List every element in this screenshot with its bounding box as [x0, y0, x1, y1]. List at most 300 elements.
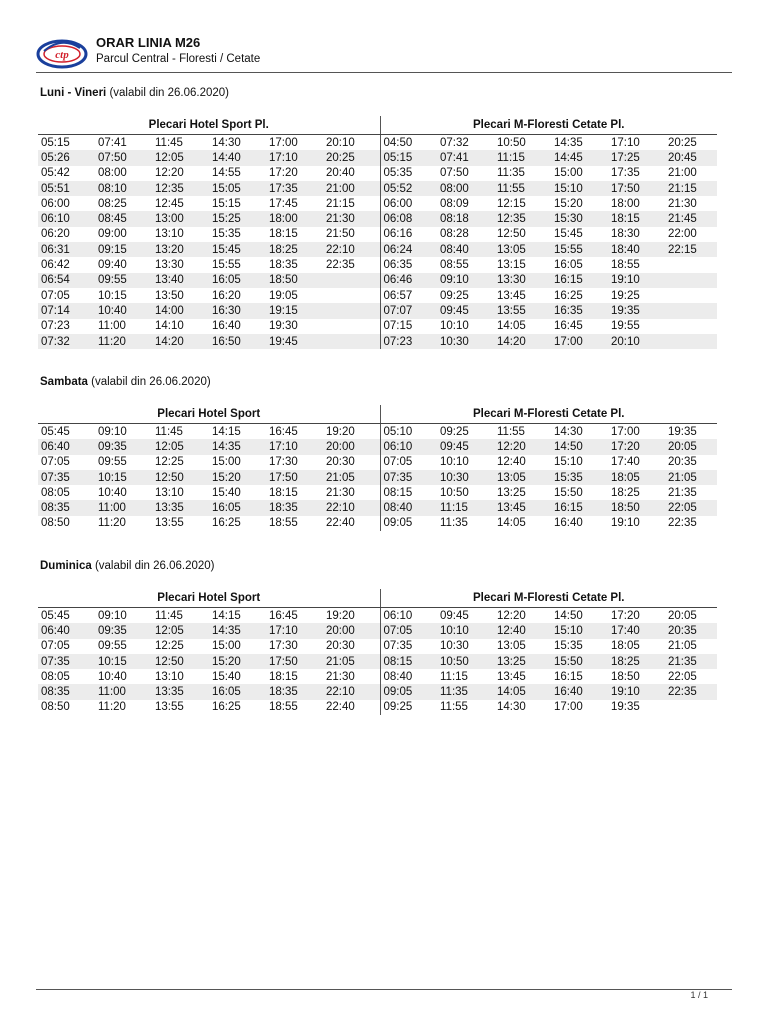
departure-time-right: 13:45: [494, 500, 551, 515]
departure-time-left: 07:05: [41, 456, 70, 469]
departure-time-right: 08:40: [437, 242, 494, 257]
departure-time-left: 12:25: [155, 456, 184, 469]
departure-time-left: 16:05: [209, 273, 266, 288]
departure-time-left: 21:05: [323, 470, 380, 485]
departure-time-left: 17:30: [269, 456, 298, 469]
departure-time-left: 20:30: [326, 640, 355, 653]
departure-time-left: 20:10: [326, 136, 355, 149]
departure-time-right: 14:50: [551, 439, 608, 454]
departure-time-left: 15:55: [212, 259, 241, 272]
departure-time-right: 16:15: [551, 273, 608, 288]
departure-time-right: 18:55: [611, 259, 640, 272]
departure-time-left: 21:50: [326, 228, 355, 241]
table-row: [38, 669, 717, 684]
departure-time-right: [665, 700, 717, 715]
departure-time-left: 11:20: [98, 701, 126, 714]
table-row: [38, 181, 717, 196]
departure-time-left: 17:20: [269, 167, 298, 180]
table-row: [38, 196, 717, 211]
departure-time-left: 16:25: [212, 701, 241, 714]
departure-time-right: [665, 257, 717, 272]
departure-time-right: 06:46: [380, 273, 437, 288]
departure-time-left: 12:20: [155, 167, 184, 180]
departure-time-left: 15:25: [209, 211, 266, 226]
departure-time-right: 20:45: [665, 150, 717, 165]
departure-time-right: 09:10: [437, 273, 494, 288]
departure-time-left: 18:35: [269, 259, 298, 272]
departure-time-left: 06:40: [38, 439, 95, 454]
departure-time-right: 22:35: [665, 684, 717, 699]
departure-time-right: 07:07: [380, 303, 437, 318]
departure-time-left: 13:35: [152, 500, 209, 515]
table-row: [38, 470, 717, 485]
departure-time-left: 06:20: [41, 228, 70, 241]
departure-time-right: 09:45: [437, 303, 494, 318]
page-subtitle: Parcul Central - Floresti / Cetate: [96, 53, 261, 65]
departure-time-right: 20:05: [668, 609, 697, 622]
departure-time-right: 18:50: [611, 670, 640, 683]
departure-time-left: 09:10: [98, 425, 127, 438]
departure-time-left: 12:45: [155, 197, 184, 210]
departure-time-right: 13:25: [497, 486, 526, 499]
departure-time-right: 19:35: [611, 701, 640, 714]
departure-time-right: 07:35: [380, 470, 437, 485]
departure-time-right: 18:05: [608, 470, 665, 485]
departure-time-right: 17:35: [611, 167, 640, 180]
departure-time-right: 12:40: [494, 623, 551, 638]
departure-time-right: 17:40: [608, 623, 665, 638]
departure-time-right: 07:35: [380, 639, 437, 654]
departure-time-left: 09:35: [95, 623, 152, 638]
departure-time-left: [323, 288, 380, 303]
departure-time-left: 07:05: [41, 289, 70, 302]
departure-time-right: 06:08: [380, 211, 437, 226]
departure-time-right: 11:15: [440, 670, 468, 683]
departure-time-left: 13:40: [152, 273, 209, 288]
departure-time-left: 20:30: [326, 456, 355, 469]
departure-time-right: 13:45: [497, 670, 526, 683]
departure-time-right: 08:40: [380, 669, 437, 684]
departure-time-right: 21:35: [668, 486, 697, 499]
departure-time-left: 06:10: [38, 211, 95, 226]
departure-time-right: 19:25: [611, 289, 640, 302]
departure-time-right: 21:00: [668, 167, 697, 180]
column-header-right: Plecari M-Floresti Cetate Pl.: [380, 589, 717, 608]
table-row: [38, 516, 717, 531]
column-header-right: Plecari M-Floresti Cetate Pl.: [380, 116, 717, 135]
departure-time-left: 08:35: [38, 684, 95, 699]
departure-time-right: 15:10: [551, 181, 608, 196]
departure-time-right: 12:20: [497, 609, 526, 622]
departure-time-left: 13:00: [152, 211, 209, 226]
departure-time-right: 12:40: [497, 456, 526, 469]
ctp-logo-icon: [36, 34, 88, 74]
departure-time-right: 16:15: [554, 670, 583, 683]
departure-time-right: [665, 273, 717, 288]
departure-time-left: 17:00: [269, 136, 298, 149]
departure-time-right: 19:10: [608, 684, 665, 699]
departure-time-left: 11:00: [95, 500, 152, 515]
departure-time-left: 16:45: [269, 609, 298, 622]
departure-time-left: 10:15: [98, 289, 127, 302]
table-row: [38, 639, 717, 654]
departure-time-left: 14:35: [209, 439, 266, 454]
table-row: [38, 608, 717, 624]
column-header-left: Plecari Hotel Sport: [38, 405, 380, 424]
departure-time-right: 18:30: [611, 228, 640, 241]
departure-time-right: 08:09: [440, 197, 469, 210]
departure-time-left: 15:20: [209, 470, 266, 485]
departure-time-left: 06:00: [41, 197, 70, 210]
departure-time-left: 12:35: [152, 181, 209, 196]
page-header: [36, 26, 732, 72]
departure-time-left: 10:40: [95, 303, 152, 318]
departure-time-left: 10:40: [98, 670, 127, 683]
departure-time-left: 14:10: [155, 320, 184, 333]
departure-time-right: 12:35: [494, 211, 551, 226]
departure-time-left: 12:50: [152, 654, 209, 669]
departure-time-left: 13:20: [152, 242, 209, 257]
departure-time-right: 07:41: [437, 150, 494, 165]
departure-time-left: 06:40: [38, 623, 95, 638]
departure-time-right: 10:30: [437, 470, 494, 485]
departure-time-right: 15:55: [551, 242, 608, 257]
departure-time-right: 13:45: [497, 289, 526, 302]
section-title-sunday: Duminica (valabil din 26.06.2020): [40, 560, 215, 572]
departure-time-left: 18:15: [269, 486, 298, 499]
page-title: ORAR LINIA M26: [96, 35, 201, 50]
departure-time-left: 18:00: [266, 211, 323, 226]
departure-time-right: 09:45: [437, 439, 494, 454]
departure-time-left: 14:55: [212, 167, 241, 180]
departure-time-left: 21:30: [323, 211, 380, 226]
departure-time-right: 19:55: [611, 320, 640, 333]
departure-time-left: 22:40: [326, 517, 355, 530]
departure-time-left: 05:26: [38, 150, 95, 165]
departure-time-left: 05:45: [41, 609, 70, 622]
departure-time-right: 18:25: [608, 654, 665, 669]
departure-time-right: 06:57: [380, 288, 437, 303]
departure-time-right: 21:35: [665, 654, 717, 669]
departure-time-right: 13:30: [494, 273, 551, 288]
departure-time-right: 16:40: [551, 684, 608, 699]
departure-time-left: 18:15: [269, 228, 298, 241]
departure-time-right: 17:20: [611, 609, 640, 622]
departure-time-right: 05:35: [380, 166, 437, 181]
departure-time-right: 15:20: [554, 197, 583, 210]
departure-time-left: 06:54: [38, 273, 95, 288]
table-row: [38, 654, 717, 669]
departure-time-left: 17:10: [266, 623, 323, 638]
table-row: [38, 211, 717, 226]
departure-time-right: 14:05: [494, 684, 551, 699]
departure-time-left: 17:30: [269, 640, 298, 653]
departure-time-right: 09:25: [380, 700, 437, 715]
departure-time-left: 14:15: [212, 609, 241, 622]
departure-time-right: 15:45: [554, 228, 583, 241]
departure-time-left: 21:05: [323, 654, 380, 669]
departure-time-left: 14:35: [209, 623, 266, 638]
departure-time-left: 22:10: [323, 684, 380, 699]
departure-time-right: 15:10: [551, 623, 608, 638]
departure-time-right: 14:20: [494, 334, 551, 349]
departure-time-left: 05:51: [38, 181, 95, 196]
departure-time-left: 08:10: [95, 181, 152, 196]
departure-time-left: 05:15: [41, 136, 70, 149]
departure-time-right: 19:35: [668, 425, 697, 438]
departure-time-left: 07:05: [41, 640, 70, 653]
departure-time-right: 15:00: [554, 167, 583, 180]
departure-time-left: 22:10: [323, 242, 380, 257]
departure-time-left: 15:05: [209, 181, 266, 196]
timetable-weekdays: [38, 116, 717, 349]
departure-time-right: 05:15: [380, 150, 437, 165]
departure-time-left: 19:20: [326, 609, 355, 622]
departure-time-right: 14:45: [551, 150, 608, 165]
departure-time-left: 21:00: [323, 181, 380, 196]
departure-time-left: 06:42: [41, 259, 70, 272]
departure-time-right: 11:35: [437, 684, 494, 699]
departure-time-right: 15:50: [551, 654, 608, 669]
departure-time-left: 10:15: [95, 470, 152, 485]
logo-text: ctp: [55, 49, 69, 61]
departure-time-right: 08:15: [380, 654, 437, 669]
timetable-header-row: [38, 589, 717, 608]
table-row: [38, 623, 717, 638]
departure-time-left: 07:35: [38, 654, 95, 669]
departure-time-right: 11:15: [494, 150, 551, 165]
departure-time-left: 18:50: [266, 273, 323, 288]
departure-time-left: 11:45: [155, 425, 183, 438]
table-row: [38, 135, 717, 151]
departure-time-left: 16:50: [209, 334, 266, 349]
departure-time-left: 15:45: [209, 242, 266, 257]
departure-time-right: 10:30: [437, 334, 494, 349]
footer-divider: [36, 989, 732, 990]
departure-time-right: 04:50: [380, 135, 437, 151]
departure-time-right: 11:35: [497, 167, 525, 180]
departure-time-left: 12:05: [152, 439, 209, 454]
departure-time-right: 07:15: [380, 319, 437, 334]
departure-time-right: [665, 319, 717, 334]
departure-time-left: 15:40: [212, 486, 241, 499]
departure-time-left: 19:05: [269, 289, 298, 302]
departure-time-left: 18:25: [266, 242, 323, 257]
departure-time-right: 16:05: [554, 259, 583, 272]
departure-time-right: 10:50: [497, 136, 526, 149]
departure-time-right: 09:05: [380, 684, 437, 699]
departure-time-left: 12:25: [155, 640, 184, 653]
table-row: [38, 700, 717, 715]
departure-time-left: 22:35: [326, 259, 355, 272]
departure-time-left: 17:10: [266, 150, 323, 165]
departure-time-left: 13:50: [155, 289, 184, 302]
departure-time-left: 08:50: [41, 701, 70, 714]
departure-time-left: 07:32: [38, 334, 95, 349]
departure-time-right: 13:55: [494, 303, 551, 318]
departure-time-left: 11:45: [155, 136, 183, 149]
departure-time-right: 17:00: [551, 334, 608, 349]
timetable-header-row: [38, 116, 717, 135]
departure-time-left: 08:25: [98, 197, 127, 210]
departure-time-right: 10:10: [437, 623, 494, 638]
departure-time-left: [323, 303, 380, 318]
departure-time-left: 17:10: [266, 439, 323, 454]
departure-time-right: 11:35: [440, 517, 468, 530]
departure-time-left: 16:40: [212, 320, 241, 333]
departure-time-right: 19:10: [611, 517, 640, 530]
departure-time-left: 05:42: [41, 167, 70, 180]
departure-time-left: 11:20: [98, 517, 126, 530]
departure-time-right: 10:50: [440, 486, 469, 499]
departure-time-right: 18:50: [608, 500, 665, 515]
departure-time-right: 17:50: [608, 181, 665, 196]
departure-time-left: 09:35: [95, 439, 152, 454]
departure-time-right: 21:30: [668, 197, 697, 210]
departure-time-right: 10:10: [440, 456, 469, 469]
departure-time-left: 12:05: [152, 623, 209, 638]
departure-time-right: 11:55: [440, 701, 468, 714]
section-title-saturday: Sambata (valabil din 26.06.2020): [40, 376, 211, 388]
departure-time-left: 09:55: [95, 273, 152, 288]
departure-time-right: 08:15: [380, 485, 437, 500]
departure-time-left: 16:30: [209, 303, 266, 318]
departure-time-right: 06:16: [380, 227, 437, 242]
departure-time-right: 08:00: [437, 181, 494, 196]
departure-time-right: 18:40: [608, 242, 665, 257]
departure-time-left: 15:35: [212, 228, 241, 241]
departure-time-left: 21:30: [326, 670, 355, 683]
departure-time-left: 19:30: [269, 320, 298, 333]
table-row: [38, 273, 717, 288]
departure-time-left: 11:20: [95, 334, 152, 349]
departure-time-right: 14:30: [554, 425, 583, 438]
departure-time-right: 22:35: [668, 517, 697, 530]
table-row: [38, 257, 717, 272]
departure-time-right: 05:10: [380, 424, 437, 440]
departure-time-right: 21:05: [665, 470, 717, 485]
table-row: [38, 242, 717, 257]
departure-time-right: 07:23: [380, 334, 437, 349]
departure-time-right: 18:05: [611, 640, 640, 653]
departure-time-left: 14:40: [209, 150, 266, 165]
departure-time-left: 18:55: [269, 701, 298, 714]
departure-time-left: 16:05: [209, 684, 266, 699]
departure-time-left: 18:55: [269, 517, 298, 530]
departure-time-right: 13:25: [494, 654, 551, 669]
departure-time-left: 14:15: [212, 425, 241, 438]
departure-time-right: 15:30: [551, 211, 608, 226]
departure-time-right: 19:10: [608, 273, 665, 288]
departure-time-right: 12:20: [494, 439, 551, 454]
departure-time-right: 08:28: [440, 228, 469, 241]
table-row: [38, 227, 717, 242]
departure-time-right: 20:10: [608, 334, 665, 349]
departure-time-left: 13:30: [155, 259, 184, 272]
departure-time-left: 15:15: [212, 197, 241, 210]
departure-time-right: 20:35: [665, 623, 717, 638]
departure-time-right: 12:15: [497, 197, 526, 210]
departure-time-right: 14:35: [554, 136, 583, 149]
departure-time-right: 10:30: [440, 640, 469, 653]
departure-time-right: [665, 288, 717, 303]
departure-time-right: 12:50: [497, 228, 526, 241]
departure-time-left: 07:35: [38, 470, 95, 485]
departure-time-left: 12:05: [152, 150, 209, 165]
departure-time-left: 21:30: [326, 486, 355, 499]
departure-time-right: 11:15: [437, 500, 494, 515]
departure-time-right: 10:10: [440, 320, 469, 333]
table-row: [38, 334, 717, 349]
departure-time-right: 06:10: [380, 608, 437, 624]
departure-time-right: 07:05: [380, 455, 437, 470]
table-row: [38, 319, 717, 334]
table-row: [38, 166, 717, 181]
departure-time-left: 18:15: [269, 670, 298, 683]
departure-time-right: 08:18: [437, 211, 494, 226]
departure-time-left: 09:55: [98, 456, 127, 469]
departure-time-right: 19:35: [608, 303, 665, 318]
departure-time-left: [323, 273, 380, 288]
departure-time-right: 22:00: [668, 228, 697, 241]
departure-time-right: 16:45: [554, 320, 583, 333]
departure-time-left: 14:30: [212, 136, 241, 149]
departure-time-right: 14:05: [497, 320, 526, 333]
departure-time-right: 10:50: [437, 654, 494, 669]
departure-time-left: 09:15: [95, 242, 152, 257]
departure-time-right: 16:35: [551, 303, 608, 318]
departure-time-left: 19:45: [266, 334, 323, 349]
departure-time-left: 15:40: [212, 670, 241, 683]
departure-time-right: 16:25: [554, 289, 583, 302]
table-row: [38, 424, 717, 440]
departure-time-left: 10:40: [98, 486, 127, 499]
departure-time-left: 14:00: [152, 303, 209, 318]
table-row: [38, 439, 717, 454]
departure-time-right: 09:25: [440, 289, 469, 302]
departure-time-right: 22:05: [668, 670, 697, 683]
departure-time-left: 22:10: [323, 500, 380, 515]
timetable-saturday: [38, 405, 717, 531]
departure-time-left: 15:00: [212, 640, 241, 653]
departure-time-right: 06:24: [380, 242, 437, 257]
departure-time-right: 13:05: [494, 470, 551, 485]
departure-time-left: 06:31: [38, 242, 95, 257]
departure-time-left: 21:15: [326, 197, 355, 210]
departure-time-right: 20:05: [665, 439, 717, 454]
departure-time-left: 13:55: [155, 701, 184, 714]
departure-time-right: 15:35: [554, 640, 583, 653]
departure-time-left: 19:20: [326, 425, 355, 438]
departure-time-right: 18:25: [611, 486, 640, 499]
departure-time-left: 10:15: [95, 654, 152, 669]
table-row: [38, 455, 717, 470]
departure-time-left: 16:20: [212, 289, 241, 302]
departure-time-right: 11:55: [494, 181, 551, 196]
departure-time-right: 17:00: [611, 425, 640, 438]
section-title-weekdays: Luni - Vineri (valabil din 26.06.2020): [40, 87, 229, 99]
departure-time-left: 07:14: [38, 303, 95, 318]
timetable-sunday: [38, 589, 717, 715]
departure-time-right: 20:25: [668, 136, 697, 149]
departure-time-right: 15:10: [554, 456, 583, 469]
departure-time-left: 13:10: [155, 228, 184, 241]
departure-time-right: 22:05: [665, 500, 717, 515]
departure-time-right: 16:40: [554, 517, 583, 530]
departure-time-left: 20:00: [323, 623, 380, 638]
departure-time-right: 07:32: [440, 136, 469, 149]
departure-time-right: 17:10: [611, 136, 640, 149]
